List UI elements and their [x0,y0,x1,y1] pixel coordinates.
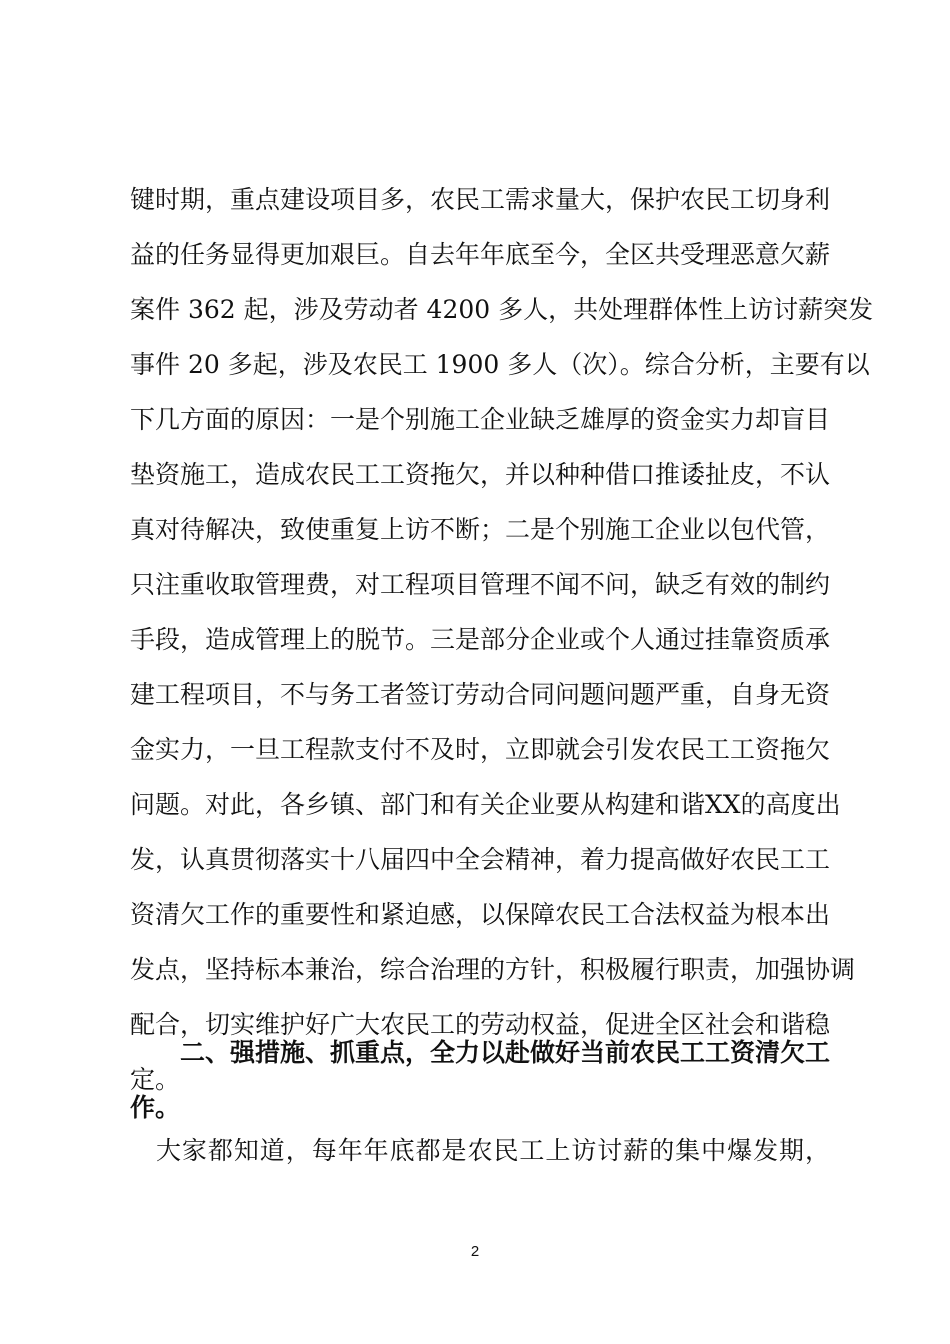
text-line: 发点，坚持标本兼治，综合治理的方针，积极履行职责，加强协调 [130,955,856,984]
section-heading-2 [130,1025,830,1135]
text-line: 建工程项目，不与务工者签订劳动合同问题问题严重，自身无资 [130,680,831,709]
text-line: 手段，造成管理上的脱节。三是部分企业或个人通过挂靠资质承 [130,625,831,654]
heading-line: 作。 [130,1093,181,1122]
text-line: 垫资施工，造成农民工工资拖欠，并以种种借口推诿扯皮，不认 [130,460,831,489]
text-line: 益的任务显得更加艰巨。自去年年底至今，全区共受理恶意欠薪 [130,240,831,269]
body-paragraph-2 [130,1123,830,1178]
text-line: 问题。对此，各乡镇、部门和有关企业要从构建和谐XX的高度出 [130,790,841,819]
text-line: 键时期，重点建设项目多，农民工需求量大，保护农民工切身利 [130,185,831,214]
text-line: 下几方面的原因：一是个别施工企业缺乏雄厚的资金实力却盲目 [130,405,831,434]
text-line: 资清欠工作的重要性和紧迫感，以保障农民工合法权益为根本出 [130,900,831,929]
text-line: 真对待解决，致使重复上访不断；二是个别施工企业以包代管， [130,515,831,544]
text-line: 定。 [130,1065,181,1094]
text-line: 大家都知道，每年年底都是农民工上访讨薪的集中爆发期， [130,1136,830,1165]
text-line: 金实力，一旦工程款支付不及时，立即就会引发农民工工资拖欠 [130,735,831,764]
page-number: 2 [470,1243,480,1260]
text-line: 事件 20 多起，涉及农民工 1900 多人（次）。综合分析，主要有以 [130,350,870,379]
text-line: 只注重收取管理费，对工程项目管理不闻不问，缺乏有效的制约 [130,570,831,599]
heading-line: 二、强措施、抓重点，全力以赴做好当前农民工工资清欠工 [130,1038,831,1067]
text-line: 发，认真贯彻落实十八届四中全会精神，着力提高做好农民工工 [130,845,831,874]
body-paragraph-1 [130,172,874,1107]
text-line: 配合，切实维护好广大农民工的劳动权益，促进全区社会和谐稳 [130,1010,831,1039]
text-line: 案件 362 起，涉及劳动者 4200 多人，共处理群体性上访讨薪突发 [130,295,874,324]
